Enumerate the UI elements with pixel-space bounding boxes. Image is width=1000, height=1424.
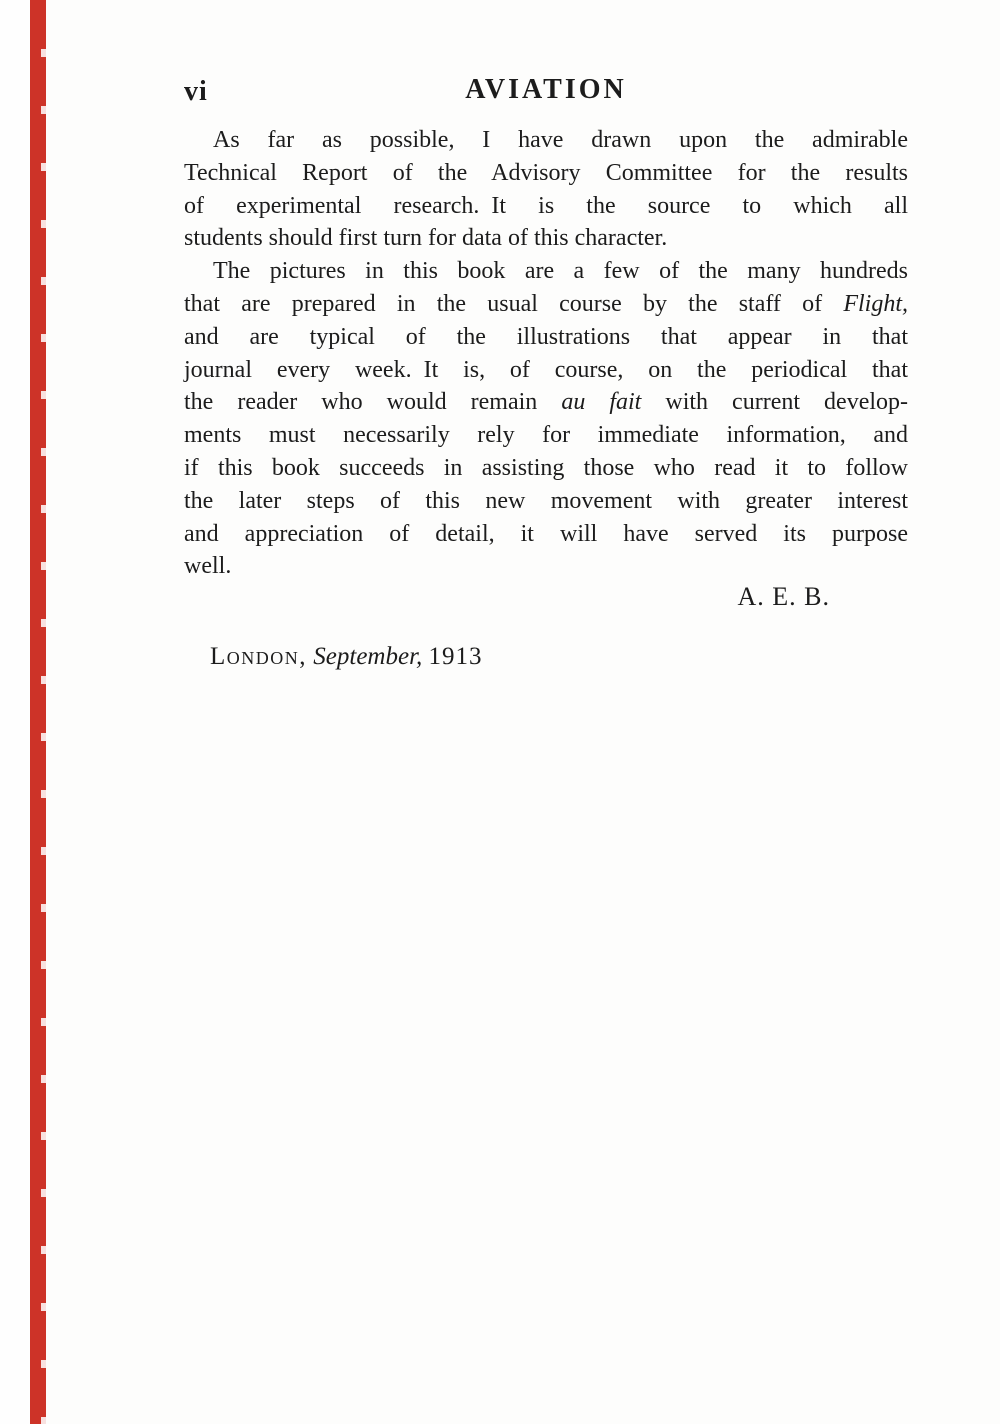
- dateline: [210, 643, 483, 671]
- text-segment: the later steps of this new movement with greater interest: [184, 487, 908, 514]
- dateline-month: September,: [313, 643, 423, 670]
- text-line: [184, 321, 908, 354]
- text-segment: journal every week. It is, of course, on the periodical that: [184, 356, 908, 383]
- text-segment: of experimental research. It is the source to which all: [184, 192, 908, 219]
- text-segment: As far as possible, I have drawn upon the admirable: [213, 127, 908, 153]
- text-line: [184, 222, 908, 255]
- text-segment: and are typical of the illustrations that appear in that: [184, 323, 908, 350]
- paragraphs: [184, 124, 908, 583]
- text-segment: and appreciation of detail, it will have served its purpose: [184, 520, 908, 547]
- dateline-year: 1913: [428, 643, 483, 670]
- text-line: [184, 452, 908, 485]
- text-segment: that are prepared in the usual course by the staff of: [184, 290, 844, 317]
- page-title: AVIATION: [465, 74, 627, 105]
- italic-text-segment: au fait: [561, 389, 642, 416]
- text-line: [184, 255, 908, 288]
- italic-text-segment: Flight,: [843, 290, 908, 317]
- text-line: [184, 190, 908, 223]
- dateline-place: London,: [210, 643, 308, 670]
- text-segment: the reader who would remain: [184, 389, 562, 416]
- text-segment: well.: [184, 553, 232, 580]
- text-segment: ments must necessarily rely for immediate information, and: [184, 422, 908, 449]
- text-segment: if this book succeeds in assisting those who read it to follow: [184, 454, 908, 481]
- text-line: [184, 124, 908, 157]
- text-segment: Technical Report of the Advisory Committee for the results: [184, 159, 908, 186]
- text-line: [184, 485, 908, 518]
- page-surface: [46, 0, 1000, 1424]
- text-segment: The pictures in this book are a few of the many hundreds: [213, 258, 908, 285]
- text-segment: students should first turn for data of this character.: [184, 225, 668, 252]
- text-segment: with current develop-: [641, 389, 909, 416]
- text-line: [184, 518, 908, 551]
- text-line: [184, 157, 908, 190]
- author-initials: A. E. B.: [737, 582, 830, 611]
- text-line: [184, 288, 908, 321]
- text-line: [184, 550, 908, 583]
- page-number: vi: [184, 76, 208, 107]
- text-line: [184, 386, 908, 419]
- text-line: [184, 419, 908, 452]
- text-line: [184, 354, 908, 387]
